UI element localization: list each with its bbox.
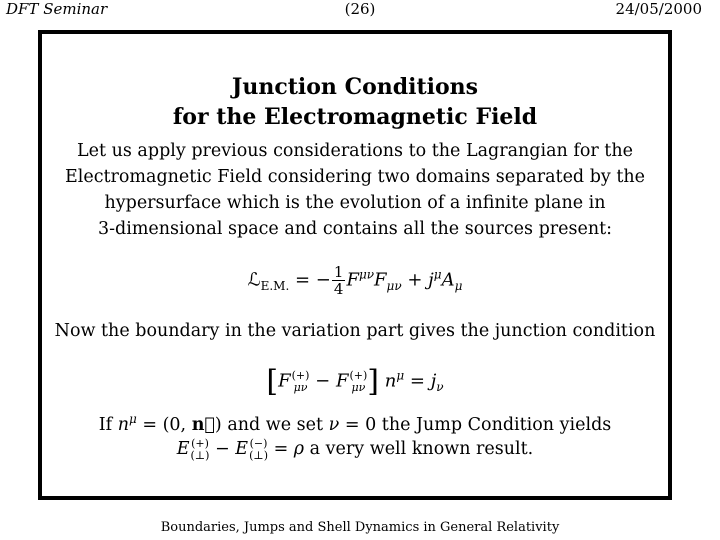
title-line-2: for the Electromagnetic Field (172, 104, 538, 130)
lagrangian-subscript: E.M. (260, 279, 290, 294)
intro-line-3: hypersurface which is the evolution of a infinite plane in (104, 193, 606, 213)
jump-and-we-set: and we set (227, 414, 324, 435)
slide-frame (38, 30, 672, 500)
lagrangian-symbol: ℒ (247, 269, 261, 291)
plus-superscript-2: (+) (349, 368, 368, 382)
lagrangian-equation: ℒ$_{E.M.}$ = − $\frac{1}{4}$ $F^{\mu\nu}F_{\mu\nu} + j^\mu A_\mu$ (247, 263, 463, 298)
slide-title (42, 72, 668, 132)
result-line: E (+) (⊥) − E (−) (⊥) = ρ a very well known result. (176, 436, 534, 462)
slide-header (0, 0, 720, 20)
junction-paragraph: Now the boundary in the variation part gives the junction condition (54, 321, 656, 341)
intro-line-2: Electromagnetic Field considering two domains separated by the (64, 167, 646, 187)
fraction-denominator: 4 (333, 280, 344, 298)
jump-if: If (98, 414, 113, 435)
header-date: 24/05/2000 (615, 0, 702, 18)
intro-line-4: 3-dimensional space and contains all the sources present: (97, 219, 613, 239)
intro-line-1: Let us apply previous considerations to the Lagrangian for the (77, 141, 633, 161)
one-quarter-fraction (332, 264, 346, 297)
plus-superscript-1: (+) (291, 368, 310, 382)
jump-condition-line: If $n^\mu = (0$, n⃗) and we set ν = 0 the Jump Condition yields (98, 412, 612, 435)
junction-condition-equation: [F (+) μν − F (+) μν ] $n^\mu = j_\nu$ (266, 364, 444, 399)
header-page-number: (26) (344, 0, 376, 18)
fraction-numerator: 1 (333, 263, 344, 281)
title-line-1: Junction Conditions (231, 74, 479, 100)
intro-paragraph (42, 138, 668, 242)
slide-footer: Boundaries, Jumps and Shell Dynamics in General Relativity (160, 520, 560, 535)
result-text: a very well known result. (309, 439, 534, 459)
jump-condition-yields: the Jump Condition yields (381, 414, 612, 435)
header-seminar: DFT Seminar (6, 0, 108, 18)
